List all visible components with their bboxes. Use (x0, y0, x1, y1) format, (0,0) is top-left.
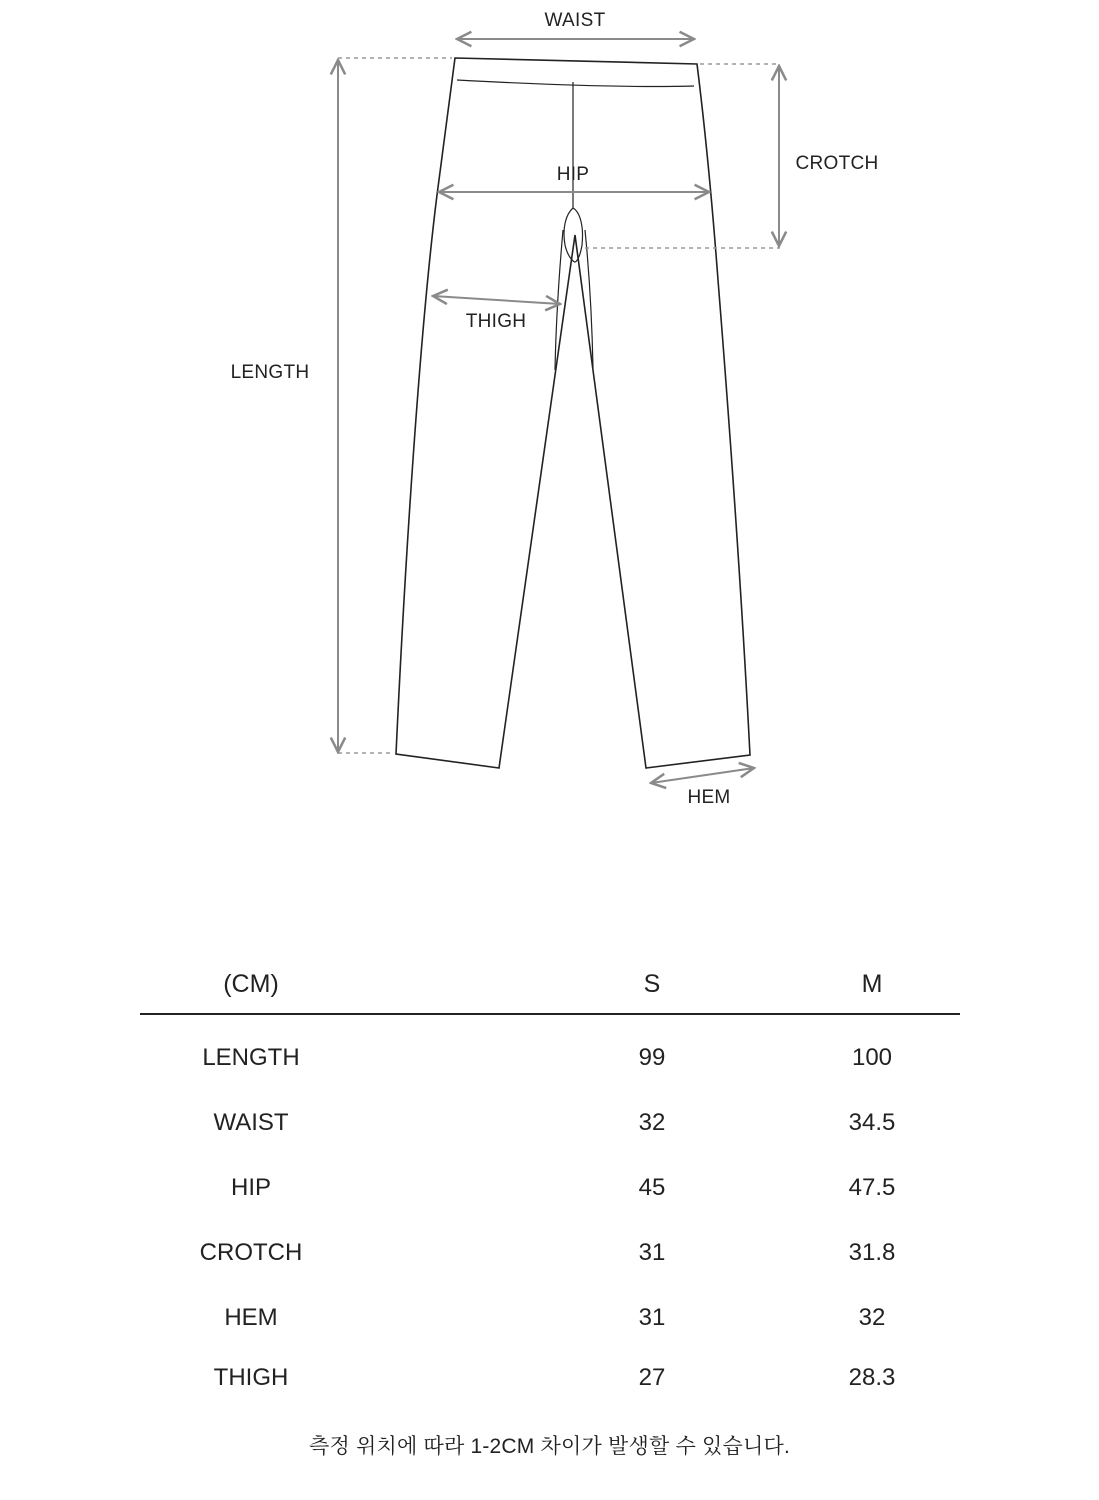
size-m-value: 32 (858, 1303, 886, 1331)
table-row (140, 1155, 960, 1220)
thigh-label: THIGH (465, 311, 527, 332)
hip-label: HIP (556, 164, 590, 185)
table-row (140, 1090, 960, 1155)
size-s-value: 45 (638, 1173, 666, 1201)
size-s-value: 27 (638, 1364, 666, 1391)
size-s-header: S (643, 969, 661, 998)
size-m-value: 47.5 (848, 1173, 896, 1201)
size-s-value: 31 (638, 1303, 666, 1331)
table-header (140, 955, 960, 1015)
size-s-value: 31 (638, 1238, 666, 1266)
row-label: CROTCH (199, 1238, 303, 1266)
table-body (140, 1025, 960, 1406)
size-m-value: 34.5 (848, 1108, 896, 1136)
waist-label: WAIST (544, 10, 606, 31)
size-m-header: M (861, 969, 883, 998)
hem-arrow (651, 768, 754, 783)
row-label: HEM (224, 1303, 278, 1331)
size-m-value: 31.8 (848, 1238, 896, 1266)
measurement-note: 측정 위치에 따라 1-2CM 차이가 발생할 수 있습니다. (308, 1435, 791, 1458)
row-label: HIP (230, 1173, 271, 1201)
size-table (140, 955, 960, 1406)
table-row (140, 1285, 960, 1350)
length-label: LENGTH (230, 362, 310, 383)
table-row (140, 1220, 960, 1285)
size-s-value: 99 (638, 1043, 666, 1071)
size-m-value: 100 (851, 1043, 893, 1071)
row-label: WAIST (213, 1108, 289, 1136)
size-s-value: 32 (638, 1108, 666, 1136)
row-label: THIGH (213, 1364, 289, 1391)
table-row (140, 1350, 960, 1406)
table-row (140, 1025, 960, 1090)
crotch-label: CROTCH (795, 153, 879, 174)
size-m-value: 28.3 (848, 1364, 896, 1391)
row-label: LENGTH (202, 1043, 300, 1071)
unit-header: (CM) (223, 969, 279, 998)
hem-label: HEM (687, 787, 731, 808)
